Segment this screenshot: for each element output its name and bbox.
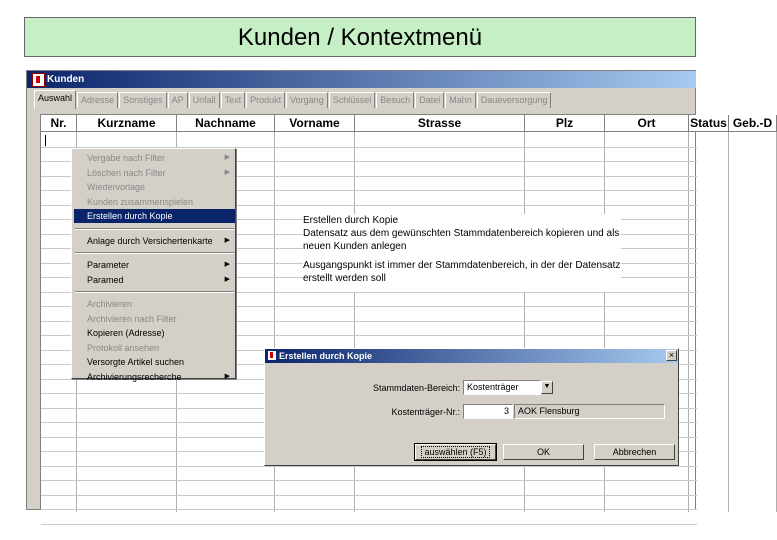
menu-item-paramed[interactable] [74, 273, 235, 287]
tab-adresse[interactable]: Adresse [77, 92, 118, 108]
menu-item-label: Versorgte Artikel suchen [87, 357, 185, 367]
chevron-down-icon[interactable]: ▼ [541, 381, 553, 394]
tab-ap[interactable]: AP [168, 92, 188, 108]
tab-produkt[interactable]: Produkt [246, 92, 285, 108]
column-header[interactable]: Nachname [177, 115, 275, 132]
table-row[interactable] [41, 495, 697, 496]
submenu-arrow-icon: ▶ [224, 168, 230, 176]
tab-daueversorgung[interactable]: Daueversorgung [477, 92, 552, 108]
menu-separator [75, 228, 234, 230]
menu-item-label: Anlage durch Versichertenkarte [87, 235, 213, 246]
column-header[interactable]: Kurzname [77, 115, 177, 132]
menu-separator [75, 252, 234, 254]
tab-mahn[interactable]: Mahn [445, 92, 476, 108]
app-icon [32, 73, 45, 87]
menu-item-label: Löschen nach Filter [87, 167, 166, 178]
dialog-title: Erstellen durch Kopie [279, 351, 373, 361]
menu-item-wiedervorlage[interactable] [74, 180, 235, 194]
kostentraeger-name-field: AOK Flensburg [514, 404, 665, 419]
menu-item-label: Archivierungsrecherche [87, 371, 182, 382]
menu-item-parameter[interactable] [74, 258, 235, 272]
kostentraeger-nr-input[interactable]: 3 [463, 404, 513, 419]
table-row[interactable] [41, 509, 697, 510]
menu-item-label: Archivieren [87, 299, 133, 309]
menu-item-label: Paramed [87, 274, 124, 285]
tab-auswahl[interactable]: Auswahl [34, 90, 76, 109]
menu-item-kunden-zusammenspielen[interactable] [74, 195, 235, 209]
column-header[interactable]: Strasse [355, 115, 525, 132]
callout-title: Erstellen durch Kopie [303, 215, 399, 226]
menu-item-erstellen-durch-kopie[interactable] [74, 209, 235, 223]
tab-datei[interactable]: Datei [415, 92, 444, 108]
select-f5-button[interactable] [415, 444, 496, 460]
menu-item-vergabe-nach-filter[interactable] [74, 151, 235, 165]
callout-text-2: Ausgangspunkt ist immer der Stammdatenbereich, in der der Datensatz erstellt werden soll [303, 260, 621, 284]
kostentraeger-nr-label: Kostenträger-Nr.: [391, 407, 460, 417]
menu-item-archivierungsrecherche[interactable] [74, 370, 235, 384]
menu-item-löschen-nach-filter[interactable] [74, 166, 235, 180]
dialog-icon [268, 351, 276, 360]
menu-separator [75, 291, 234, 293]
menu-item-label: Erstellen durch Kopie [87, 211, 173, 221]
table-row[interactable] [41, 524, 697, 525]
column-header[interactable]: Ort [605, 115, 689, 132]
menu-item-versorgte-artikel-suchen[interactable] [74, 355, 235, 369]
submenu-arrow-icon: ▶ [224, 261, 230, 268]
column-header[interactable]: Geb.-D [729, 115, 777, 132]
menu-item-label: Protokoll ansehen [87, 342, 160, 353]
menu-item-kopieren-adresse[interactable] [74, 326, 235, 340]
grid-column-line [688, 132, 689, 512]
menu-item-archivieren-nach-filter[interactable] [74, 312, 235, 326]
select-f5-label: auswählen (F5) [421, 446, 489, 458]
submenu-arrow-icon: ▶ [224, 236, 230, 244]
cancel-button[interactable]: Abbrechen [594, 444, 675, 460]
submenu-arrow-icon: ▶ [224, 154, 230, 161]
dialog-close-button[interactable]: × [666, 350, 677, 361]
menu-item-label: Parameter [87, 260, 130, 270]
window-title: Kunden [47, 74, 85, 85]
column-header[interactable]: Vorname [275, 115, 355, 132]
menu-item-label: Kopieren (Adresse) [87, 328, 165, 338]
menu-item-label: Kunden zusammenspielen [87, 196, 194, 207]
text-cursor [45, 135, 46, 146]
menu-item-label: Wiedervorlage [87, 182, 146, 192]
window-titlebar[interactable] [27, 71, 696, 88]
menu-item-anlage-durch-versichertenkarte[interactable] [74, 234, 235, 248]
ok-button[interactable]: OK [503, 444, 584, 460]
menu-item-label: Archivieren nach Filter [87, 313, 177, 324]
tab-text[interactable]: Text [221, 92, 246, 108]
tab-schlüssel[interactable]: Schlüssel [329, 92, 376, 108]
dialog-titlebar[interactable] [265, 349, 678, 363]
tab-sonstiges[interactable]: Sonstiges [119, 92, 167, 108]
callout-box [303, 214, 621, 292]
tab-besuch[interactable]: Besuch [376, 92, 414, 108]
tab-strip [34, 90, 552, 108]
callout-text-1: Datensatz aus dem gewünschten Stammdatenbereich kopieren und als neuen Kunden anlegen [303, 228, 620, 252]
column-header[interactable]: Nr. [41, 115, 77, 132]
context-menu [71, 148, 236, 382]
menu-item-label: Vergabe nach Filter [87, 153, 166, 163]
submenu-arrow-icon: ▶ [224, 372, 230, 380]
tab-unfall[interactable]: Unfall [189, 92, 220, 108]
submenu-arrow-icon: ▶ [224, 275, 230, 283]
stammdaten-bereich-select[interactable]: Kostenträger [463, 380, 541, 395]
tab-vorgang[interactable]: Vorgang [286, 92, 328, 108]
slide-title: Kunden / Kontextmenü [24, 17, 696, 57]
table-row[interactable] [41, 480, 697, 481]
stammdaten-bereich-label: Stammdaten-Bereich: [372, 383, 460, 393]
grid-column-line [728, 132, 729, 512]
menu-item-archivieren[interactable] [74, 297, 235, 311]
column-header[interactable]: Plz [525, 115, 605, 132]
menu-item-protokoll-ansehen[interactable] [74, 341, 235, 355]
column-header[interactable]: Status [689, 115, 729, 132]
